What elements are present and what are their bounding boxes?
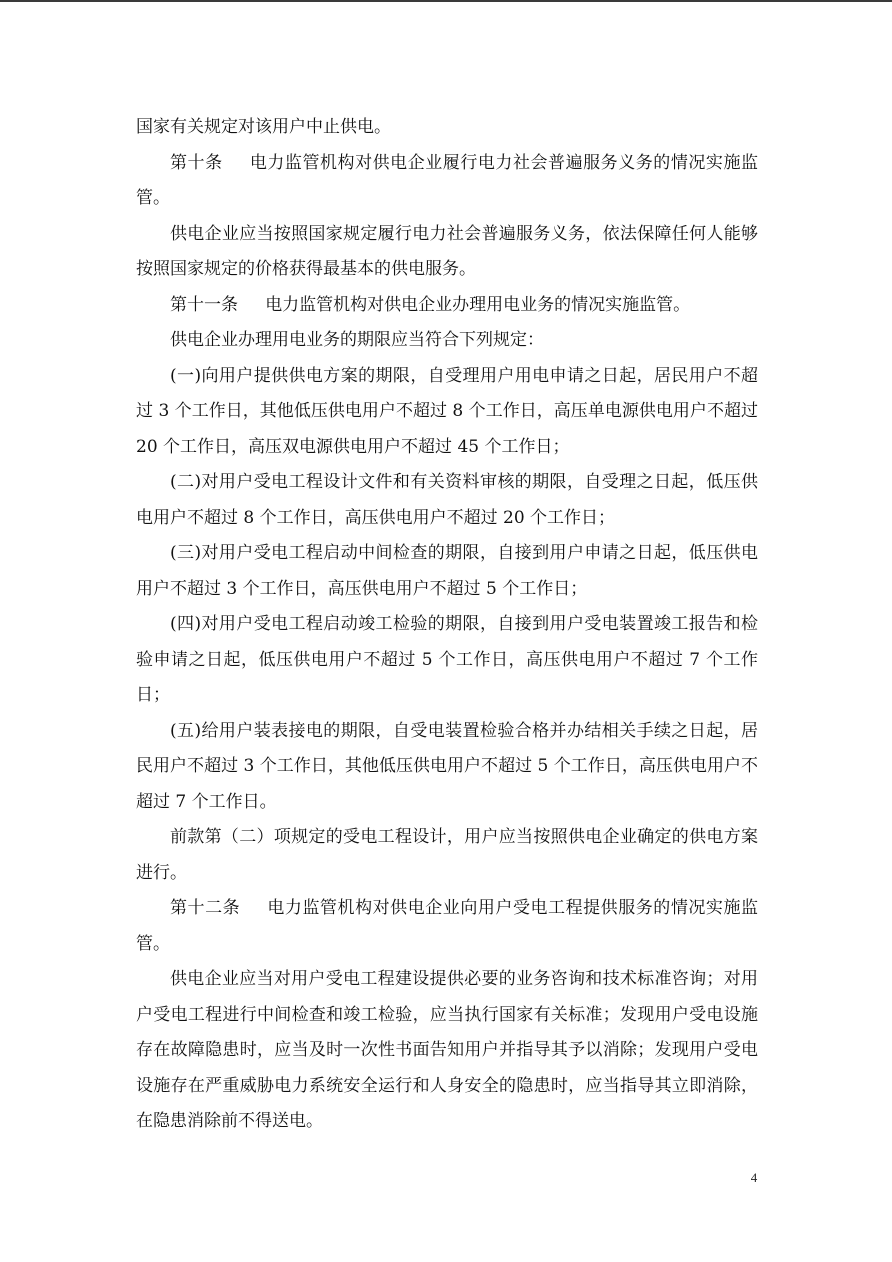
article-11 — [136, 288, 758, 324]
paragraph-text: 前款第（二）项规定的受电工程设计，用户应当按照供电企业确定的供电方案进行。 — [136, 827, 758, 883]
article-12 — [136, 891, 758, 962]
paragraph-text: 电力监管机构对供电企业向用户受电工程提供服务的情况实施监管。 — [136, 898, 759, 954]
article-number: 第十一条 — [170, 294, 238, 315]
paragraph — [136, 217, 758, 288]
paragraph-text: 国家有关规定对该用户中止供电。 — [136, 117, 391, 137]
paragraph-text: (三)对用户受电工程启动中间检查的期限，自接到用户申请之日起，低压供电用户不超过 3 个工作日，高压供电用户不超过 5 个工作日； — [136, 543, 758, 599]
paragraph-text: (二)对用户受电工程设计文件和有关资料审核的期限，自受理之日起，低压供电用户不超过 8 个工作日，高压供电用户不超过 20 个工作日； — [136, 472, 758, 528]
page-number: 4 — [750, 1170, 758, 1185]
paragraph-text: 供电企业应当对用户受电工程建设提供必要的业务咨询和技术标准咨询；对用户受电工程进行中间检查和竣工检验，应当执行国家有关标准；发现用户受电设施存在故障隐患时，应当及时一次性书面告知用户并指导其予以消除；发现用户受电设施存在严重威胁电力系统安全运行和人身安全的隐患时，应当指导其立即消除，在隐患消除前不得送电。 — [136, 969, 758, 1131]
paragraph-continuation — [136, 110, 758, 146]
paragraph-text: (五)给用户装表接电的期限，自受电装置检验合格并办结相关手续之日起，居民用户不超过 3 个工作日，其他低压供电用户不超过 5 个工作日，高压供电用户不超过 7 个工作日。 — [136, 720, 758, 812]
article-10 — [136, 146, 758, 217]
paragraph-text: (一)向用户提供供电方案的期限，自受理用户用电申请之日起，居民用户不超过 3 个工作日，其他低压供电用户不超过 8 个工作日，高压单电源供电用户不超过 20 个工作日，高压双电源供电用户不超过 45 个工作日； — [136, 365, 758, 457]
paragraph-text: 电力监管机构对供电企业履行电力社会普遍服务义务的情况实施监管。 — [136, 152, 759, 208]
paragraph — [136, 820, 758, 891]
paragraph — [136, 962, 758, 1140]
paragraph — [136, 323, 758, 359]
list-item-1 — [136, 359, 758, 466]
list-item-3 — [136, 536, 758, 607]
list-item-2 — [136, 465, 758, 536]
article-number: 第十条 — [170, 152, 223, 173]
top-border-line — [0, 0, 892, 2]
paragraph-text: (四)对用户受电工程启动竣工检验的期限，自接到用户受电装置竣工报告和检验申请之日起，低压供电用户不超过 5 个工作日，高压供电用户不超过 7 个工作日； — [136, 614, 758, 705]
paragraph-text: 电力监管机构对供电企业办理用电业务的情况实施监管。 — [265, 294, 691, 315]
article-number: 第十二条 — [170, 898, 241, 918]
list-item-5 — [136, 714, 758, 821]
paragraph-text: 供电企业办理用电业务的期限应当符合下列规定： — [170, 330, 544, 350]
document-body — [136, 110, 758, 1140]
list-item-4 — [136, 607, 758, 714]
paragraph-text: 供电企业应当按照国家规定履行电力社会普遍服务义务，依法保障任何人能够按照国家规定的价格获得最基本的供电服务。 — [136, 223, 758, 279]
